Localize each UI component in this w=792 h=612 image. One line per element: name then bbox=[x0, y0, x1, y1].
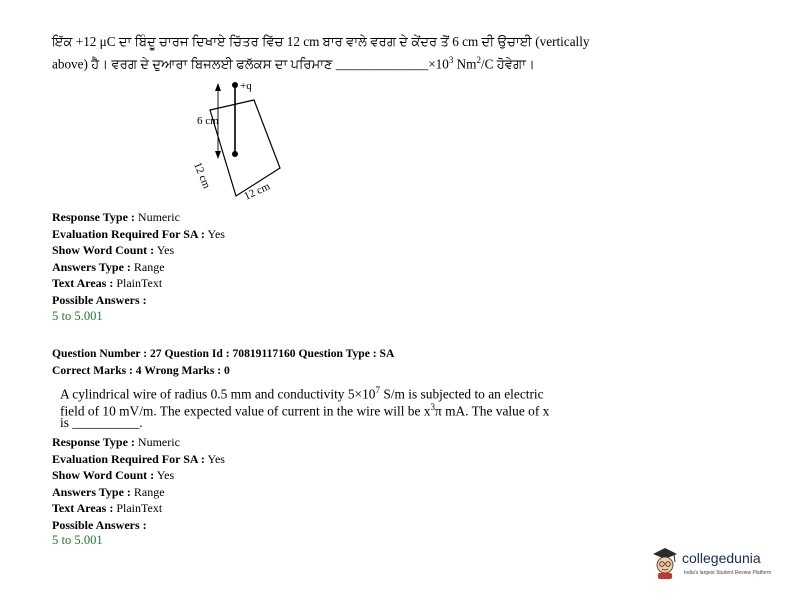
q26-line2-post: ×10 bbox=[428, 56, 449, 72]
meta-row: Evaluation Required For SA : Yes bbox=[52, 451, 225, 466]
meta-row: Text Areas : PlainText bbox=[52, 276, 163, 290]
q26-line2-end: /C ਹੋਵੇਗਾ। bbox=[480, 56, 535, 72]
meta-row: Evaluation Required For SA : Yes bbox=[52, 226, 225, 241]
q27-marks: Correct Marks : 4 Wrong Marks : 0 bbox=[52, 364, 230, 377]
q27-meta bbox=[52, 434, 225, 533]
collegedunia-logo bbox=[650, 544, 780, 584]
q26-text-line2 bbox=[52, 51, 535, 73]
q27-text-line3: is __________. bbox=[60, 415, 143, 430]
q26-meta bbox=[52, 209, 225, 308]
side-bottom-label: 12 cm bbox=[242, 180, 272, 203]
center-dot bbox=[232, 151, 238, 157]
meta-row: Show Word Count : Yes bbox=[52, 243, 175, 257]
arrow-down-icon bbox=[215, 151, 221, 159]
meta-row: Text Areas : PlainText bbox=[52, 501, 163, 515]
q26-text-line1: ਇੱਕ +12 μC ਦਾ ਬਿੰਦੂ ਚਾਰਜ ਦਿਖਾਏ ਚਿੱਤਰ ਵਿੱਚ 12 cm ਬਾਰ ਵਾਲੇ ਵਰਗ ਦੇ ਕੇਂਦਰ ਤੋਂ 6 cm ਦੀ ਉਚਾਈ (vertically bbox=[52, 34, 590, 49]
q26-figure bbox=[180, 78, 300, 210]
logo-tagline: India's largest Student Review Platform bbox=[684, 570, 772, 576]
charge-label: +q bbox=[240, 80, 252, 92]
meta-row: Show Word Count : Yes bbox=[52, 468, 175, 482]
square-outline bbox=[210, 100, 280, 196]
meta-row: Answers Type : Range bbox=[52, 484, 165, 499]
q27-text-line2: field of 10 mV/m. The expected value of current in the wire will be $x^3\pi$ mA. The value of x bbox=[60, 402, 550, 419]
meta-row: Answers Type : Range bbox=[52, 259, 165, 274]
q26-answer-blank: ______________ bbox=[335, 56, 429, 72]
meta-row: Possible Answers : bbox=[52, 292, 147, 307]
q26-line2-unit-exp: 2 bbox=[476, 55, 481, 65]
arrow-up-icon bbox=[215, 83, 221, 91]
q26-line2-pre: above) ਹੈ। ਵਰਗ ਦੇ ਦੁਆਰਾ ਬਿਜਲਈ ਫਲੱਕਸ ਦਾ ਪਰਿਮਾਣ bbox=[52, 56, 336, 72]
q26-answer: 5 to 5.001 bbox=[52, 309, 103, 323]
q26-line2-unit: Nm bbox=[453, 56, 477, 72]
height-label: 6 cm bbox=[197, 115, 219, 127]
q27-text-line1: A cylindrical wire of radius 0.5 mm and conductivity $5\times 10^7$ S/m is subjected to an electric bbox=[60, 385, 544, 402]
q27-header: Question Number : 27 Question Id : 70819117160 Question Type : SA bbox=[52, 347, 395, 360]
meta-row: Response Type : Numeric bbox=[52, 210, 180, 224]
meta-row: Possible Answers : bbox=[52, 517, 147, 532]
meta-row: Response Type : Numeric bbox=[52, 435, 180, 449]
charge-dot bbox=[232, 82, 238, 88]
q26-line2-exp: 3 bbox=[448, 55, 454, 65]
logo-wordmark: collegedunia bbox=[682, 550, 761, 566]
student-mascot-icon bbox=[650, 546, 680, 580]
q27-answer: 5 to 5.001 bbox=[52, 533, 103, 547]
side-left-label: 12 cm bbox=[191, 160, 213, 191]
